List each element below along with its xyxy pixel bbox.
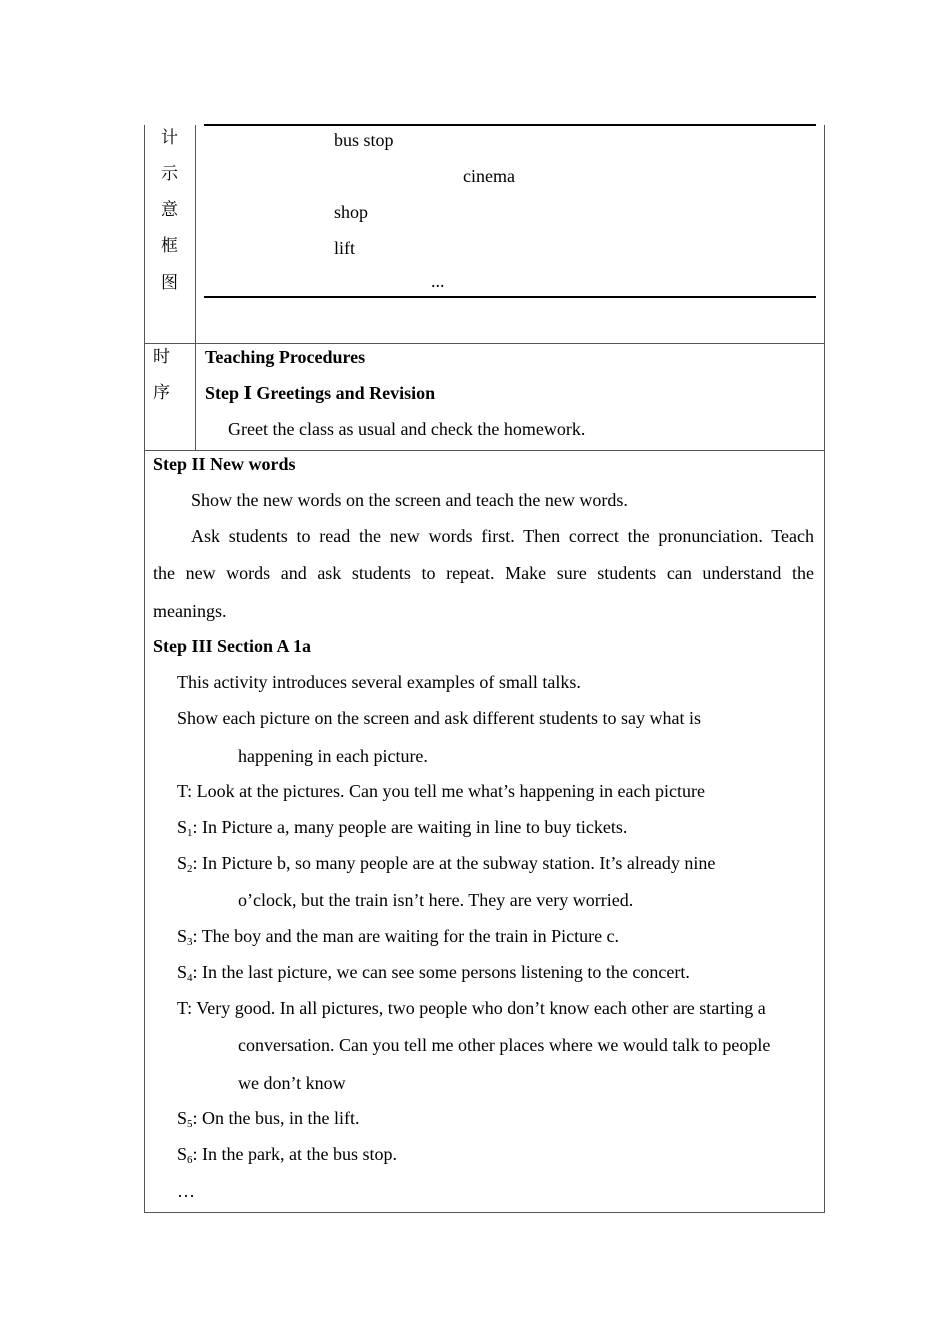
diagram-item: ... (431, 271, 445, 291)
paragraph-line: Show each picture on the screen and ask different students to say what is (177, 708, 702, 728)
dialogue-line: o’clock, but the train isn’t here. They are very worried. (238, 890, 634, 910)
paragraph: Show the new words on the screen and teach the new words. (191, 490, 628, 510)
column-divider (195, 125, 196, 450)
speaker-number: 5 (187, 1118, 193, 1130)
side-label-char: 图 (161, 273, 178, 293)
diagram-item: bus stop (334, 130, 394, 150)
step-title: Step Ⅰ Greetings and Revision (205, 383, 436, 403)
ellipsis: … (177, 1181, 195, 1201)
speaker-number: 1 (187, 827, 193, 839)
paragraph: This activity introduces several examples of small talks. (177, 672, 581, 692)
speaker: S (177, 926, 188, 946)
paragraph-line: the new words and ask students to repeat. Make sure students can understand the (153, 563, 814, 583)
dialogue-line (177, 852, 715, 874)
dialogue-line (177, 1143, 397, 1165)
utterance: : In the last picture, we can see some persons listening to the concert. (192, 962, 690, 982)
diagram-bottom-rule (204, 296, 816, 298)
speaker-number: 3 (187, 936, 193, 948)
dialogue-line: we don’t know (238, 1073, 346, 1093)
table-border-right (824, 125, 825, 1213)
step-title: Step III Section A 1a (153, 636, 312, 656)
paragraph-line: Ask students to read the new words first. Then correct the pronunciation. Teach (191, 526, 814, 546)
paragraph-line: meanings. (153, 601, 227, 621)
speaker-number: 6 (187, 1154, 193, 1166)
speaker: S (177, 817, 188, 837)
speaker: S (177, 1144, 188, 1164)
paragraph: Greet the class as usual and check the homework. (228, 419, 586, 439)
row-divider (144, 450, 825, 451)
diagram-item: cinema (463, 166, 515, 186)
dialogue-line (177, 1107, 360, 1129)
speaker-number: 4 (187, 972, 193, 984)
utterance: : On the bus, in the lift. (192, 1108, 360, 1128)
side-label-char: 时 (153, 347, 170, 367)
section-heading: Teaching Procedures (205, 347, 366, 367)
diagram-top-rule (204, 124, 816, 126)
speaker: S (177, 1108, 188, 1128)
dialogue-line: T: Very good. In all pictures, two people who don’t know each other are starting a (177, 998, 766, 1018)
utterance: : In the park, at the bus stop. (192, 1144, 397, 1164)
side-label-char: 框 (161, 236, 178, 256)
table-border-left (144, 125, 145, 1213)
table-border-bottom (144, 1212, 825, 1213)
dialogue-line (177, 925, 619, 947)
paragraph-line: happening in each picture. (238, 746, 428, 766)
speaker-number: 2 (187, 863, 193, 875)
utterance: : In Picture b, so many people are at the subway station. It’s already nine (192, 853, 716, 873)
speaker: S (177, 853, 188, 873)
side-label-char: 序 (153, 383, 170, 403)
dialogue-line: conversation. Can you tell me other places where we would talk to people (238, 1035, 771, 1055)
dialogue-line (177, 961, 690, 983)
dialogue-line (177, 816, 627, 838)
side-label-char: 示 (161, 164, 178, 184)
side-label-char: 意 (161, 200, 178, 220)
diagram-item: shop (334, 202, 369, 222)
diagram-item: lift (334, 238, 355, 258)
dialogue-line: T: Look at the pictures. Can you tell me what’s happening in each picture (177, 781, 705, 801)
utterance: : In Picture a, many people are waiting in line to buy tickets. (192, 817, 628, 837)
utterance: : The boy and the man are waiting for the train in Picture c. (192, 926, 620, 946)
speaker: S (177, 962, 188, 982)
row-divider (144, 343, 825, 344)
step-title: Step II New words (153, 454, 296, 474)
side-label-char: 计 (161, 128, 178, 148)
